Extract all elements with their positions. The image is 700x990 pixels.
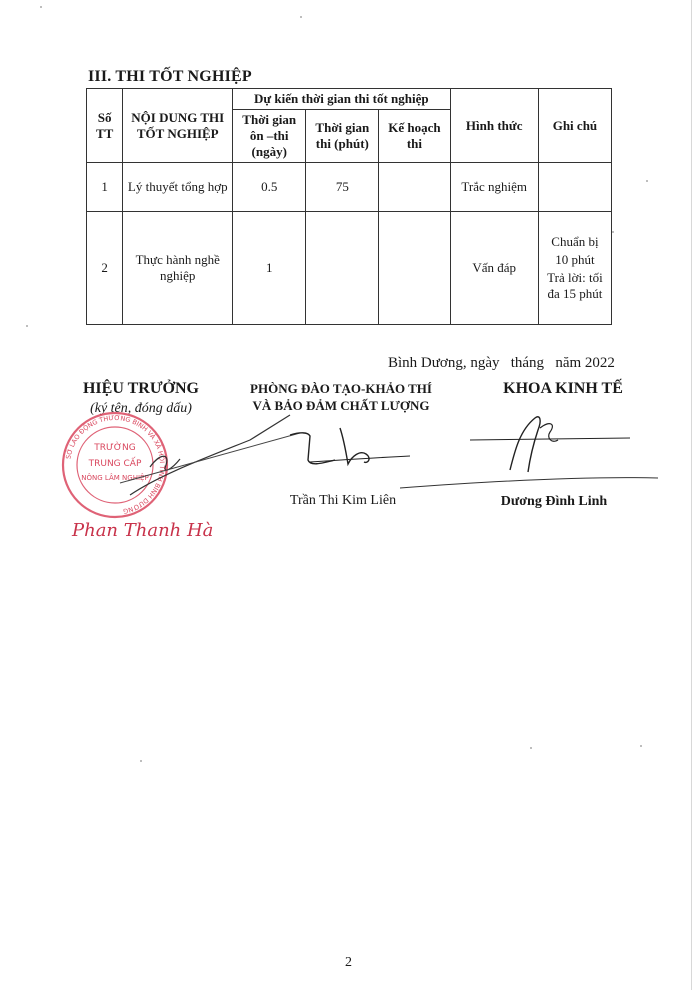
faculty-signer-name: Dương Đình Linh	[500, 494, 608, 509]
scan-speck	[612, 231, 614, 233]
office-signature	[280, 420, 420, 480]
stamp-inner-2: TRUNG CẤP	[88, 459, 142, 469]
cell-stt: 2	[87, 212, 123, 325]
scan-speck	[140, 760, 142, 762]
note-line: 10 phút	[555, 251, 595, 267]
cell-stt: 1	[87, 163, 123, 212]
date-prefix: Bình Dương, ngày	[388, 355, 500, 371]
faculty-signature	[400, 410, 660, 490]
page-number: 2	[345, 955, 352, 970]
cell-form: Trắc nghiệm	[450, 163, 538, 212]
cell-note	[538, 212, 611, 325]
cell-content: Lý thuyết tổng hợp	[123, 163, 233, 212]
cell-content: Thực hành nghề nghiệp	[123, 212, 233, 325]
date-year: năm 2022	[555, 355, 615, 371]
stamp-outer-text: SỞ LAO ĐỘNG THƯƠNG BINH VÀ XÃ HỘI TỈNH BÌNH DƯƠNG	[64, 413, 167, 516]
header-stt: Số TT	[87, 89, 123, 163]
header-exam-time: Thời gian thi (phút)	[306, 110, 379, 163]
cell-plan	[379, 163, 450, 212]
principal-subtitle: (ký tên, đóng dấu)	[90, 401, 192, 416]
cell-exam-time	[306, 212, 379, 325]
scan-speck	[26, 325, 28, 327]
scan-speck	[530, 747, 532, 749]
cell-review-time: 0.5	[233, 163, 306, 212]
scan-speck	[300, 16, 302, 18]
cell-plan	[379, 212, 450, 325]
header-group: Dự kiến thời gian thi tốt nghiệp	[233, 89, 450, 110]
stamp-inner-1: TRƯỜNG	[94, 443, 136, 453]
header-form: Hình thức	[450, 89, 538, 163]
date-month-label: tháng	[510, 355, 545, 371]
date-line	[388, 355, 615, 372]
header-plan: Kế hoạch thi	[379, 110, 450, 163]
scan-speck	[640, 745, 642, 747]
faculty-title: KHOA KINH TẾ	[503, 380, 623, 397]
header-review-time: Thời gian ôn –thi (ngày)	[233, 110, 306, 163]
office-title-line1: PHÒNG ĐÀO TẠO-KHẢO THÍ	[250, 381, 432, 396]
principal-name: Phan Thanh Hà	[72, 520, 214, 541]
page-edge	[691, 0, 692, 990]
header-content: NỘI DUNG THI TỐT NGHIỆP	[123, 89, 233, 163]
scan-speck	[40, 6, 42, 8]
table-row	[87, 212, 612, 325]
note-line: Chuẩn bị	[551, 233, 599, 249]
principal-title: HIỆU TRƯỞNG	[82, 380, 199, 397]
scan-speck	[646, 180, 648, 182]
table-row	[87, 163, 612, 212]
cell-review-time: 1	[233, 212, 306, 325]
cell-form: Vấn đáp	[450, 212, 538, 325]
office-title-line2: VÀ BẢO ĐẢM CHẤT LƯỢNG	[252, 398, 430, 413]
office-signer-name: Trần Thi Kim Liên	[289, 493, 397, 508]
header-note: Ghi chú	[538, 89, 611, 163]
stamp-inner-3: NÔNG LÂM NGHIỆP	[81, 474, 149, 482]
cell-exam-time: 75	[306, 163, 379, 212]
exam-table	[86, 88, 612, 325]
cell-note	[538, 163, 611, 212]
section-title: III. THI TỐT NGHIỆP	[88, 68, 252, 85]
note-line: Trả lời: tối đa 15 phút	[547, 270, 603, 302]
